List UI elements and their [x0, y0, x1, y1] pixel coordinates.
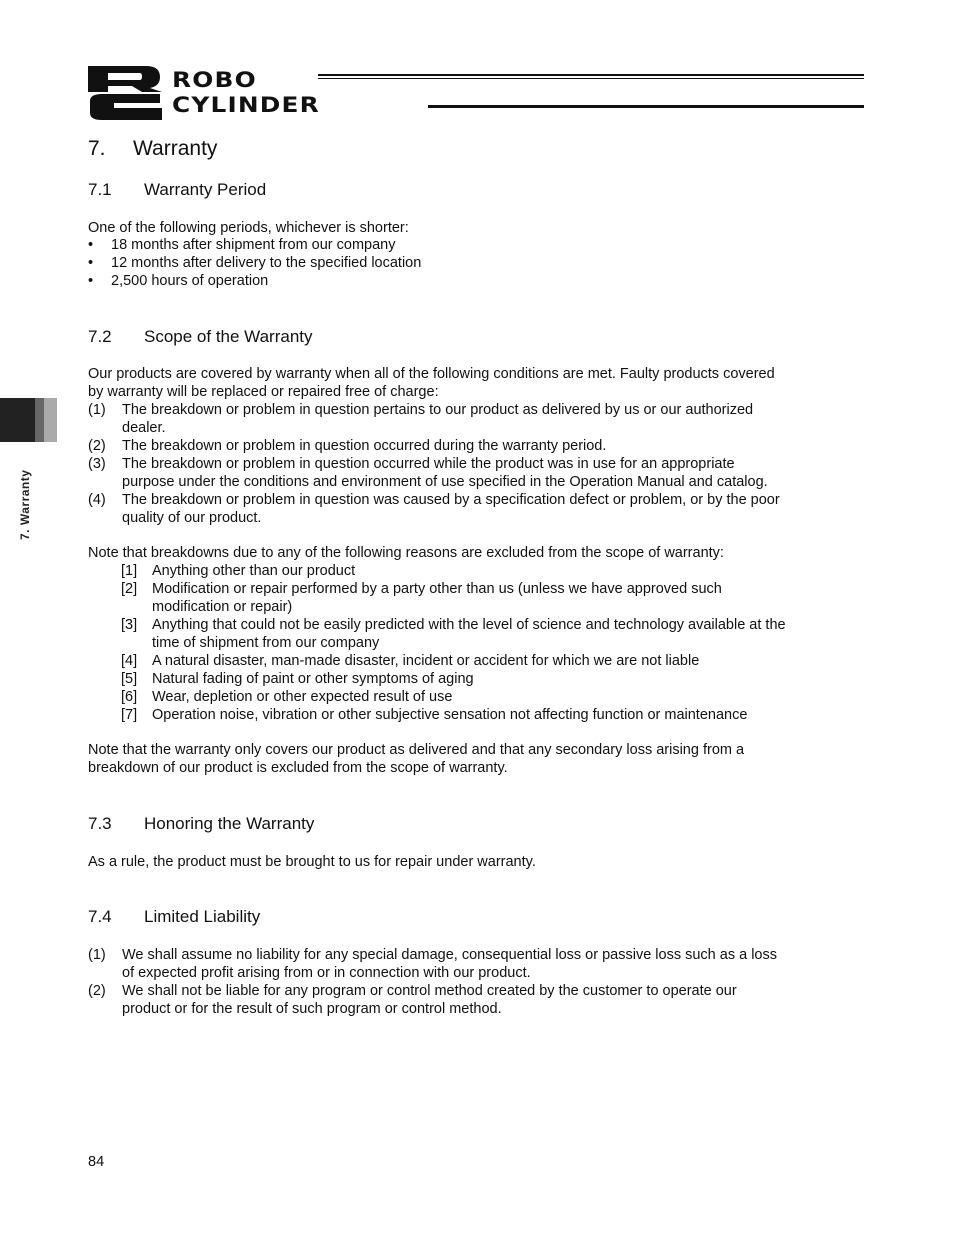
list-marker: (1) — [88, 947, 106, 963]
list-item-text: 12 months after delivery to the specified location — [111, 255, 422, 271]
logo-wordmark — [172, 68, 320, 118]
chapter-heading — [88, 136, 217, 162]
list-marker: [1] — [121, 563, 138, 579]
list-item — [88, 401, 848, 437]
scope-intro-line1: Our products are covered by warranty when all of the following conditions are met. Faulty products covered — [88, 366, 775, 382]
warranty-period-intro: One of the following periods, whichever is shorter: — [88, 220, 409, 236]
list-marker: (2) — [88, 983, 106, 999]
section-number: 7.1 — [88, 180, 112, 199]
list-marker: (1) — [88, 402, 106, 418]
list-item-text: 2,500 hours of operation — [111, 273, 269, 289]
list-item-text: purpose under the conditions and environment of use specified in the Operation Manual and catalog. — [122, 474, 768, 490]
list-item-text: The breakdown or problem in question pertains to our product as delivered by us or our authorized — [122, 402, 754, 418]
chapter-tab-marker — [0, 398, 57, 442]
list-item-text: We shall assume no liability for any special damage, consequential loss or passive loss such as a loss — [122, 947, 777, 963]
side-tab-label: 7. Warranty — [18, 469, 32, 540]
header-rule-top — [318, 74, 864, 76]
section-heading-7-3 — [88, 813, 314, 835]
list-item — [88, 946, 848, 982]
list-marker: (3) — [88, 456, 106, 472]
list-item-text: dealer. — [122, 420, 166, 436]
list-item-text: 18 months after shipment from our company — [111, 237, 396, 253]
chapter-title: Warranty — [133, 137, 218, 160]
header-rule-top-thin — [318, 78, 864, 79]
list-item-text: The breakdown or problem in question occurred during the warranty period. — [122, 438, 607, 454]
list-item-text: A natural disaster, man-made disaster, incident or accident for which we are not liable — [152, 653, 700, 669]
list-marker: (2) — [88, 438, 106, 454]
list-marker: [7] — [121, 707, 138, 723]
list-item-text: quality of our product. — [122, 510, 262, 526]
list-item-text: time of shipment from our company — [152, 635, 380, 651]
logo-line2: CYLINDER — [172, 93, 320, 117]
rc-logo-icon — [88, 66, 164, 120]
bullet-icon: • — [88, 273, 94, 289]
list-item-text: Anything other than our product — [152, 563, 356, 579]
section-heading-7-2 — [88, 326, 313, 348]
secondary-loss-note-line1: Note that the warranty only covers our product as delivered and that any secondary loss arising from a — [88, 742, 745, 758]
list-item-text: modification or repair) — [152, 599, 293, 615]
list-item-text: The breakdown or problem in question was caused by a specification defect or problem, or by the poor — [122, 492, 780, 508]
section-number: 7.2 — [88, 327, 112, 346]
bullet-icon: • — [88, 255, 94, 271]
section-heading-7-1 — [88, 179, 266, 201]
list-item — [88, 491, 848, 527]
list-item — [121, 616, 841, 652]
list-marker: [5] — [121, 671, 138, 687]
list-marker: [3] — [121, 617, 138, 633]
list-item-text: of expected profit arising from or in connection with our product. — [122, 965, 531, 981]
section-title: Limited Liability — [144, 907, 261, 926]
honoring-text: As a rule, the product must be brought to us for repair under warranty. — [88, 854, 536, 870]
list-item-text: Wear, depletion or other expected result of use — [152, 689, 453, 705]
header-rule-bottom — [428, 105, 864, 108]
section-number: 7.4 — [88, 907, 112, 926]
list-marker: (4) — [88, 492, 106, 508]
section-title: Honoring the Warranty — [144, 814, 315, 833]
secondary-loss-note-line2: breakdown of our product is excluded from the scope of warranty. — [88, 760, 508, 776]
scope-intro-line2: by warranty will be replaced or repaired free of charge: — [88, 384, 439, 400]
section-heading-7-4 — [88, 906, 260, 928]
list-marker: [2] — [121, 581, 138, 597]
page-number: 84 — [88, 1154, 105, 1170]
list-item-text: Natural fading of paint or other symptoms of aging — [152, 671, 474, 687]
exclusions-note: Note that breakdowns due to any of the following reasons are excluded from the scope of warranty: — [88, 545, 724, 561]
list-item-text: The breakdown or problem in question occurred while the product was in use for an appropriate — [122, 456, 735, 472]
section-title: Scope of the Warranty — [144, 327, 313, 346]
chapter-number: 7. — [88, 137, 106, 160]
list-item — [88, 982, 848, 1018]
list-item — [121, 580, 841, 616]
list-marker: [4] — [121, 653, 138, 669]
list-item-text: Anything that could not be easily predicted with the level of science and technology available at the — [152, 617, 786, 633]
list-item-text: Modification or repair performed by a party other than us (unless we have approved such — [152, 581, 722, 597]
list-marker: [6] — [121, 689, 138, 705]
section-title: Warranty Period — [144, 180, 267, 199]
list-item-text: Operation noise, vibration or other subjective sensation not affecting function or maintenance — [152, 707, 748, 723]
bullet-icon: • — [88, 237, 94, 253]
section-number: 7.3 — [88, 814, 112, 833]
list-item — [88, 455, 848, 491]
list-item-text: product or for the result of such program or control method. — [122, 1001, 502, 1017]
list-item-text: We shall not be liable for any program or control method created by the customer to operate our — [122, 983, 737, 999]
logo-line1: ROBO — [172, 68, 257, 92]
